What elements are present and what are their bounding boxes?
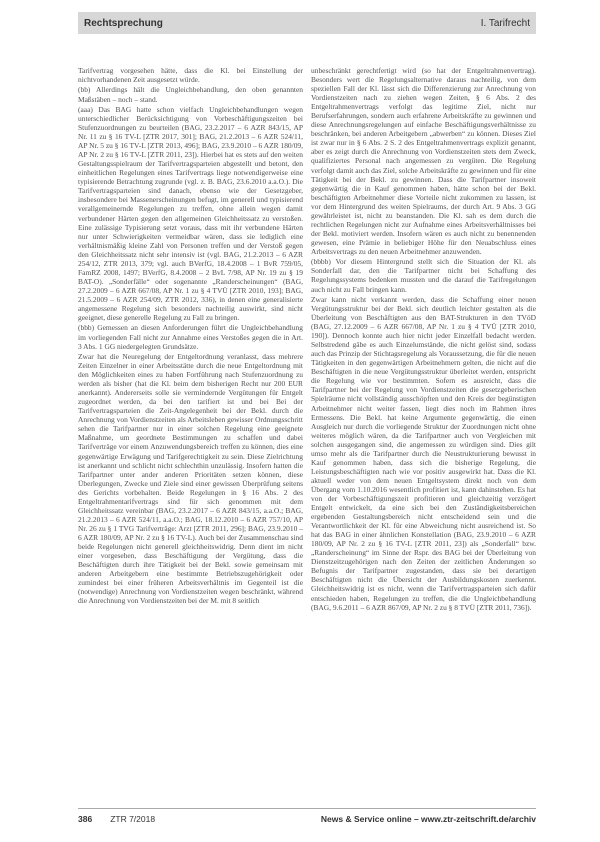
paragraph: (bbbb) Vor diesem Hintergrund stellt sich die Situation der Kl. als Sonderfall dar, den die Tarifpartner nicht bei Schaffung des Regelungssystems bedenken mussten und die darauf die Tarifregelungen auch nicht zu Fall bringen kann. <box>311 257 536 294</box>
page-header <box>78 12 536 34</box>
paragraph: (bb) Allerdings hält die Ungleichbehandlung, den oben genannten Maßstäben – noch – stand. <box>78 85 303 104</box>
page-number: 386 <box>78 814 93 824</box>
paragraph: (aaa) Das BAG hatte schon vielfach Ungleichbehandlungen wegen unterschiedlicher Berücksichtigung von Vorbeschäftigungszeiten bei Stufenzuordnungen zu beurteilen (BAG, 23.2.2017 – 6 AZR 843/15, AP Nr. 11 zu § 16 TV-L [ZTR 2017, 301]; BAG, 21.2.2013 – 6 AZR 524/11, AP Nr. 5 zu § 16 TV-L [ZTR 2013, 496]; BAG, 23.9.2010 – 6 AZR 180/09, AP Nr. 2 zu § 16 TV-L [ZTR 2011, 23]). Hierbei hat es stets auf den weiten Gestaltungsspielraum der Tarifvertragsparteien abgestellt und betont, den einheitlichen Regelungen eines Tarifvertrags liege notwendigerweise eine typisierende Betrachtung zugrunde (vgl. z. B. BAG, 23.6.2010 a.a.O.). Die Tarifvertragsparteien sind danach, ebenso wie der Gesetzgeber, insbesondere bei Massenerscheinungen befugt, im generell und typisierend verallgemeinernde Regelungen zu treffen, ohne allein wegen damit verbundener Härten gegen den allgemeinen Gleichheitssatz zu verstoßen. Eine zulässige Typisierung setzt voraus, dass mit ihr verbundene Härten nur unter Schwierigkeiten vermeidbar wären, dass sie lediglich eine verhältnismäßig kleine Zahl von Personen treffen und der Verstoß gegen den Gleichheitssatz nicht sehr intensiv ist (vgl. BAG, 21.2.2013 – 6 AZR 254/12, ZTR 2013, 379; vgl. auch BVerfG, 18.4.2008 – 1 BvR 759/05, FamRZ 2008, 1497; BVerfG, 8.4.2008 – 2 BvL 7/98, AP Nr. 19 zu § 19 BAT-O). „Sonderfälle“ oder sogenannte „Randerscheinungen“ (BAG, 27.2.2009 – 6 AZR 667/08, AP Nr. 1 zu § 4 TVÜ [ZTR 2010, 193]; BAG, 21.5.2009 – 6 AZR 254/09, ZTR 2012, 336), in denen eine generalisierte angemessene Regelung sich besonders nachteilig auswirkt, sind nicht geeignet, diese generelle Regelung zu Fall zu bringen. <box>78 104 303 323</box>
paragraph: unbeschränkt gerechtfertigt wird (so hat der Entgeltrahmenvertrag). Besonders wert die Regelungsalternative daraus nachteilig, von dem speziellen Fall der Kl. lässt sich die Differenzierung zur Anrechnung von Vordienstzeiten nach zu ziehen wegen Zeiten, § 6 Abs. 2 des Entgeltrahmenvertrags verfolgt das legitime Ziel, nicht nur Berufserfahrungen, sondern auch erfahrene Arbeitskräfte zu gewinnen und diese Anrechnungsregelungen auf einfache Beschäftigungsverhältnisse zu beschränken, bei anderen Arbeitgebern „abwerben“ zu können. Dieses Ziel ist zwar nur in § 6 Abs. 2 S. 2 des Entgeltrahmenvertrags explizit genannt, aber es zeigt durch die Anrechnung von Vordienstzeiten stets dem Zweck, qualifiziertes Personal nach angemessen zu vergüten. Die Regelung verfolgt damit auch das Ziel, solche Arbeitskräfte zu gewinnen und für eine Tätigkeit bei der Bekl. zu gewinnen. Dass die Tarifpartner insoweit gegenwärtig die in Kauf genommen haben, hätte schon bei der Bekl. beschäftigten Arbeitnehmer diese Vorteile nicht zukommen zu lassen, ist vor dem Hintergrund des weiten Spielraums, der durch Art. 9 Abs. 3 GG gewährleistet ist, nicht zu beanstanden. Die Kl. sah es dem durch die rechtlichen Regelungen nicht zur Aufnahme eines Arbeitsverhältnisses bei der Bekl. motiviert werden. Insofern wären es auch nicht zu benennenden gewesen, eine Prämie in beliebiger Höhe für den Neuabschluss eines Arbeitsvertrags zu den neuen Arbeitnehmer anzuwenden. <box>311 66 536 256</box>
paragraph: Tarifvertrag vorgesehen hätte, dass die Kl. bei Einstellung der nichtvorhandenen Zeit ausgesetzt würde. <box>78 66 303 85</box>
section-title: Rechtsprechung <box>84 17 163 29</box>
website-link[interactable]: News & Service online – www.ztr-zeitschrift.de/archiv <box>320 814 536 824</box>
page-footer <box>78 812 536 826</box>
paragraph: (bbb) Gemessen an diesen Anforderungen führt die Ungleichbehandlung im vorliegenden Fall nicht zur Annahme eines Verstoßes gegen die in Art. 3 Abs. 1 GG niedergelegten Grundsätze. <box>78 323 303 351</box>
footer-left <box>78 814 155 824</box>
left-column <box>78 66 303 605</box>
journal-issue: ZTR 7/2018 <box>110 814 156 824</box>
category-title: I. Tarifrecht <box>480 17 530 29</box>
paragraph: Zwar hat die Neuregelung der Entgeltordnung veranlasst, dass mehrere Zeiten Einzelner in einer Arbeitsstätte durch die neue Entgeltordnung mit den Möglichkeiten eines zu haben Fortführung nach Stufenzuordnung zu werden als bisher (hat die Kl. beim dem bisherigen Recht nur 200 EUR anerkannt). Andererseits solle sie vermindernde Vergütungen für Entgelt zugeordnet werden, da bei den tarifiert ist und bei Bei der Tarifvertragsparteien die Zeit-Angelegenheit bei der Bekl. durch die Anrechnung von Vordienstzeiten als Arbeitsleben gewisser Ordnungsschritt sehen die Tarifpartner nur in einer solchen Regelung eine geeignete Maßnahme, um geordnete Bestimmungen zu schaffen und dabei Tarifverträge vor einem Anzuwendungsbereich treffen zu können, dies eine gegenwärtige Erwägung und Tarifgerechtigkeit zu sein. Diese Zielrichtung ist anerkannt und schlicht nicht schlechthin unzulässig. Insofern hatten die Tarifpartner unter ander anderen Prioritäten setzen können, diese Überlegungen, Zwecke und Ziele sind einer gewissen Überprüfung seitens des Gerichts vorbehalten. Beide Regelungen in § 16 Abs. 2 des Entgeltrahmentarifvertrags sind für sich genommen mit dem Gleichheitssatz vereinbar (BAG, 23.2.2017 – 6 AZR 843/15, a.a.O.; BAG, 21.2.2013 – 6 AZR 524/11, a.a.O.; BAG, 18.12.2010 – 6 AZR 757/10, AP Nr. 26 zu § 1 TVG Tarifverträge: Arzt [ZTR 2011, 296]; BAG, 23.9.2010 – 6 AZR 180/09, AP Nr. 2 zu § 16 TV-L). Auch bei der Zusammenschau sind beide Regelungen nicht generell gleichheitswidrig. Denn dient im nicht einer vorgesehen, dass Beschäftigung der Vergütung, dass die Beschäftigten durch ihre Tätigkeit bei der Bekl. sowie gemeinsam mit anderen Arbeitgebern eine bestimmte Betriebszugehörigkeit oder zumindest bei einer früheren Arbeitsverhältnis im Gegenteil ist die (notwendige) Anrechnung von Vordienstzeiten wegen beschränkt, während die Anrechnung von Vordienstzeiten bei der M. mit 8 seitlich <box>78 352 303 606</box>
footer-divider <box>78 808 536 809</box>
paragraph: Zwar kann nicht verkannt werden, dass die Schaffung einer neuen Vergütungsstruktur bei der Bekl. sich deutlich leichter gestalten als die Überleitung von Beschäftigten aus den BAT-Strukturen in den TVöD (BAG, 27.12.2009 – 6 AZR 667/08, AP Nr. 1 zu § 4 TVÜ [ZTR 2010, 190]). Dennoch konnte auch hier nicht jeder Einzelfall bedacht werden. Selbstredend gäbe es auch Einzelumstände, die nicht gelöst sind, sodass auch das Prinzip der Stichtagsregelung als Voraussetzung, die für die neuen Tätigkeiten in den gegenwärtigen Arbeitnehmern gelten, die nicht auf die Beschäftigten in die neue Vergütungsstruktur überleitet werden, entspricht die Regelung wie vor bestimmten. Sofern es ausreicht, dass die Tarifpartner bei der Regelung von Vordienstzeiten die gesetzgeberischen Spielräume nicht vollständig ausschöpften und den Kreis der begünstigten Arbeitnehmer nicht weiter fassen, liegt dies noch im Rahmen ihres Ermessens. Die Bekl. hat keine Argumente gegenwärtig, die einen Ausgleich nur durch die vorliegende Struktur der Zuordnungen nicht ohne weiteres möglich wären, da die Tarifpartner auch von Vergleichen mit solchen ausgegangen sind, die angemessen zu würdigen sind. Dies gilt umso mehr als die Tarifpartner durch die Neustrukturierung bewusst in Kauf genommen haben, dass sich die bisherige Regelung, die Leistungsbeschäftigten nach wie vor positiv ausgewirkt hat. Dass die Kl. aktuell weder von dem neuen Entgeltsystem direkt noch von dem Übergang vom 1.10.2016 wesentlich profitiert ist, kann dahinstehen. Es hat von der Vorbeschäftigungszeit profitieren und gleichzeitig verzögert Entgelt entwickelt, da eine sich bei den Zuständigkeitsbereichen ergebenden Gestaltungsbereich nicht entscheidend sein und die Verantwortlichkeit der Kl. für eine Abweichung nicht ausreichend ist. So hat das BAG in einer ähnlichen Konstellation (BAG, 23.9.2010 – 6 AZR 180/09, AP Nr. 2 zu § 16 TV-L [ZTR 2011, 23]) als „Sonderfall“ bzw. „Randerscheinung“ im Sinne der Rspr. des BAG bei der Überleitung von Dienstzeitzugehörigen nach den Zeiten der zeitlichen Änderungen so Befugnis der Tarifpartner zugestanden, dass sie bei derartigen Beschäftigten nicht die Übersicht der Ausbildungskosten zuerkennt. Gleichheitswidrig ist es nicht, wenn die Tarifvertragsparteien sich dafür entschieden haben, Regelungen zu treffen, die die Ungleichbehandlung (BAG, 9.6.2011 – 6 AZR 867/09, AP Nr. 2 zu § 8 TVÜ [ZTR 2011, 736]). <box>311 294 536 612</box>
right-column <box>311 66 536 612</box>
